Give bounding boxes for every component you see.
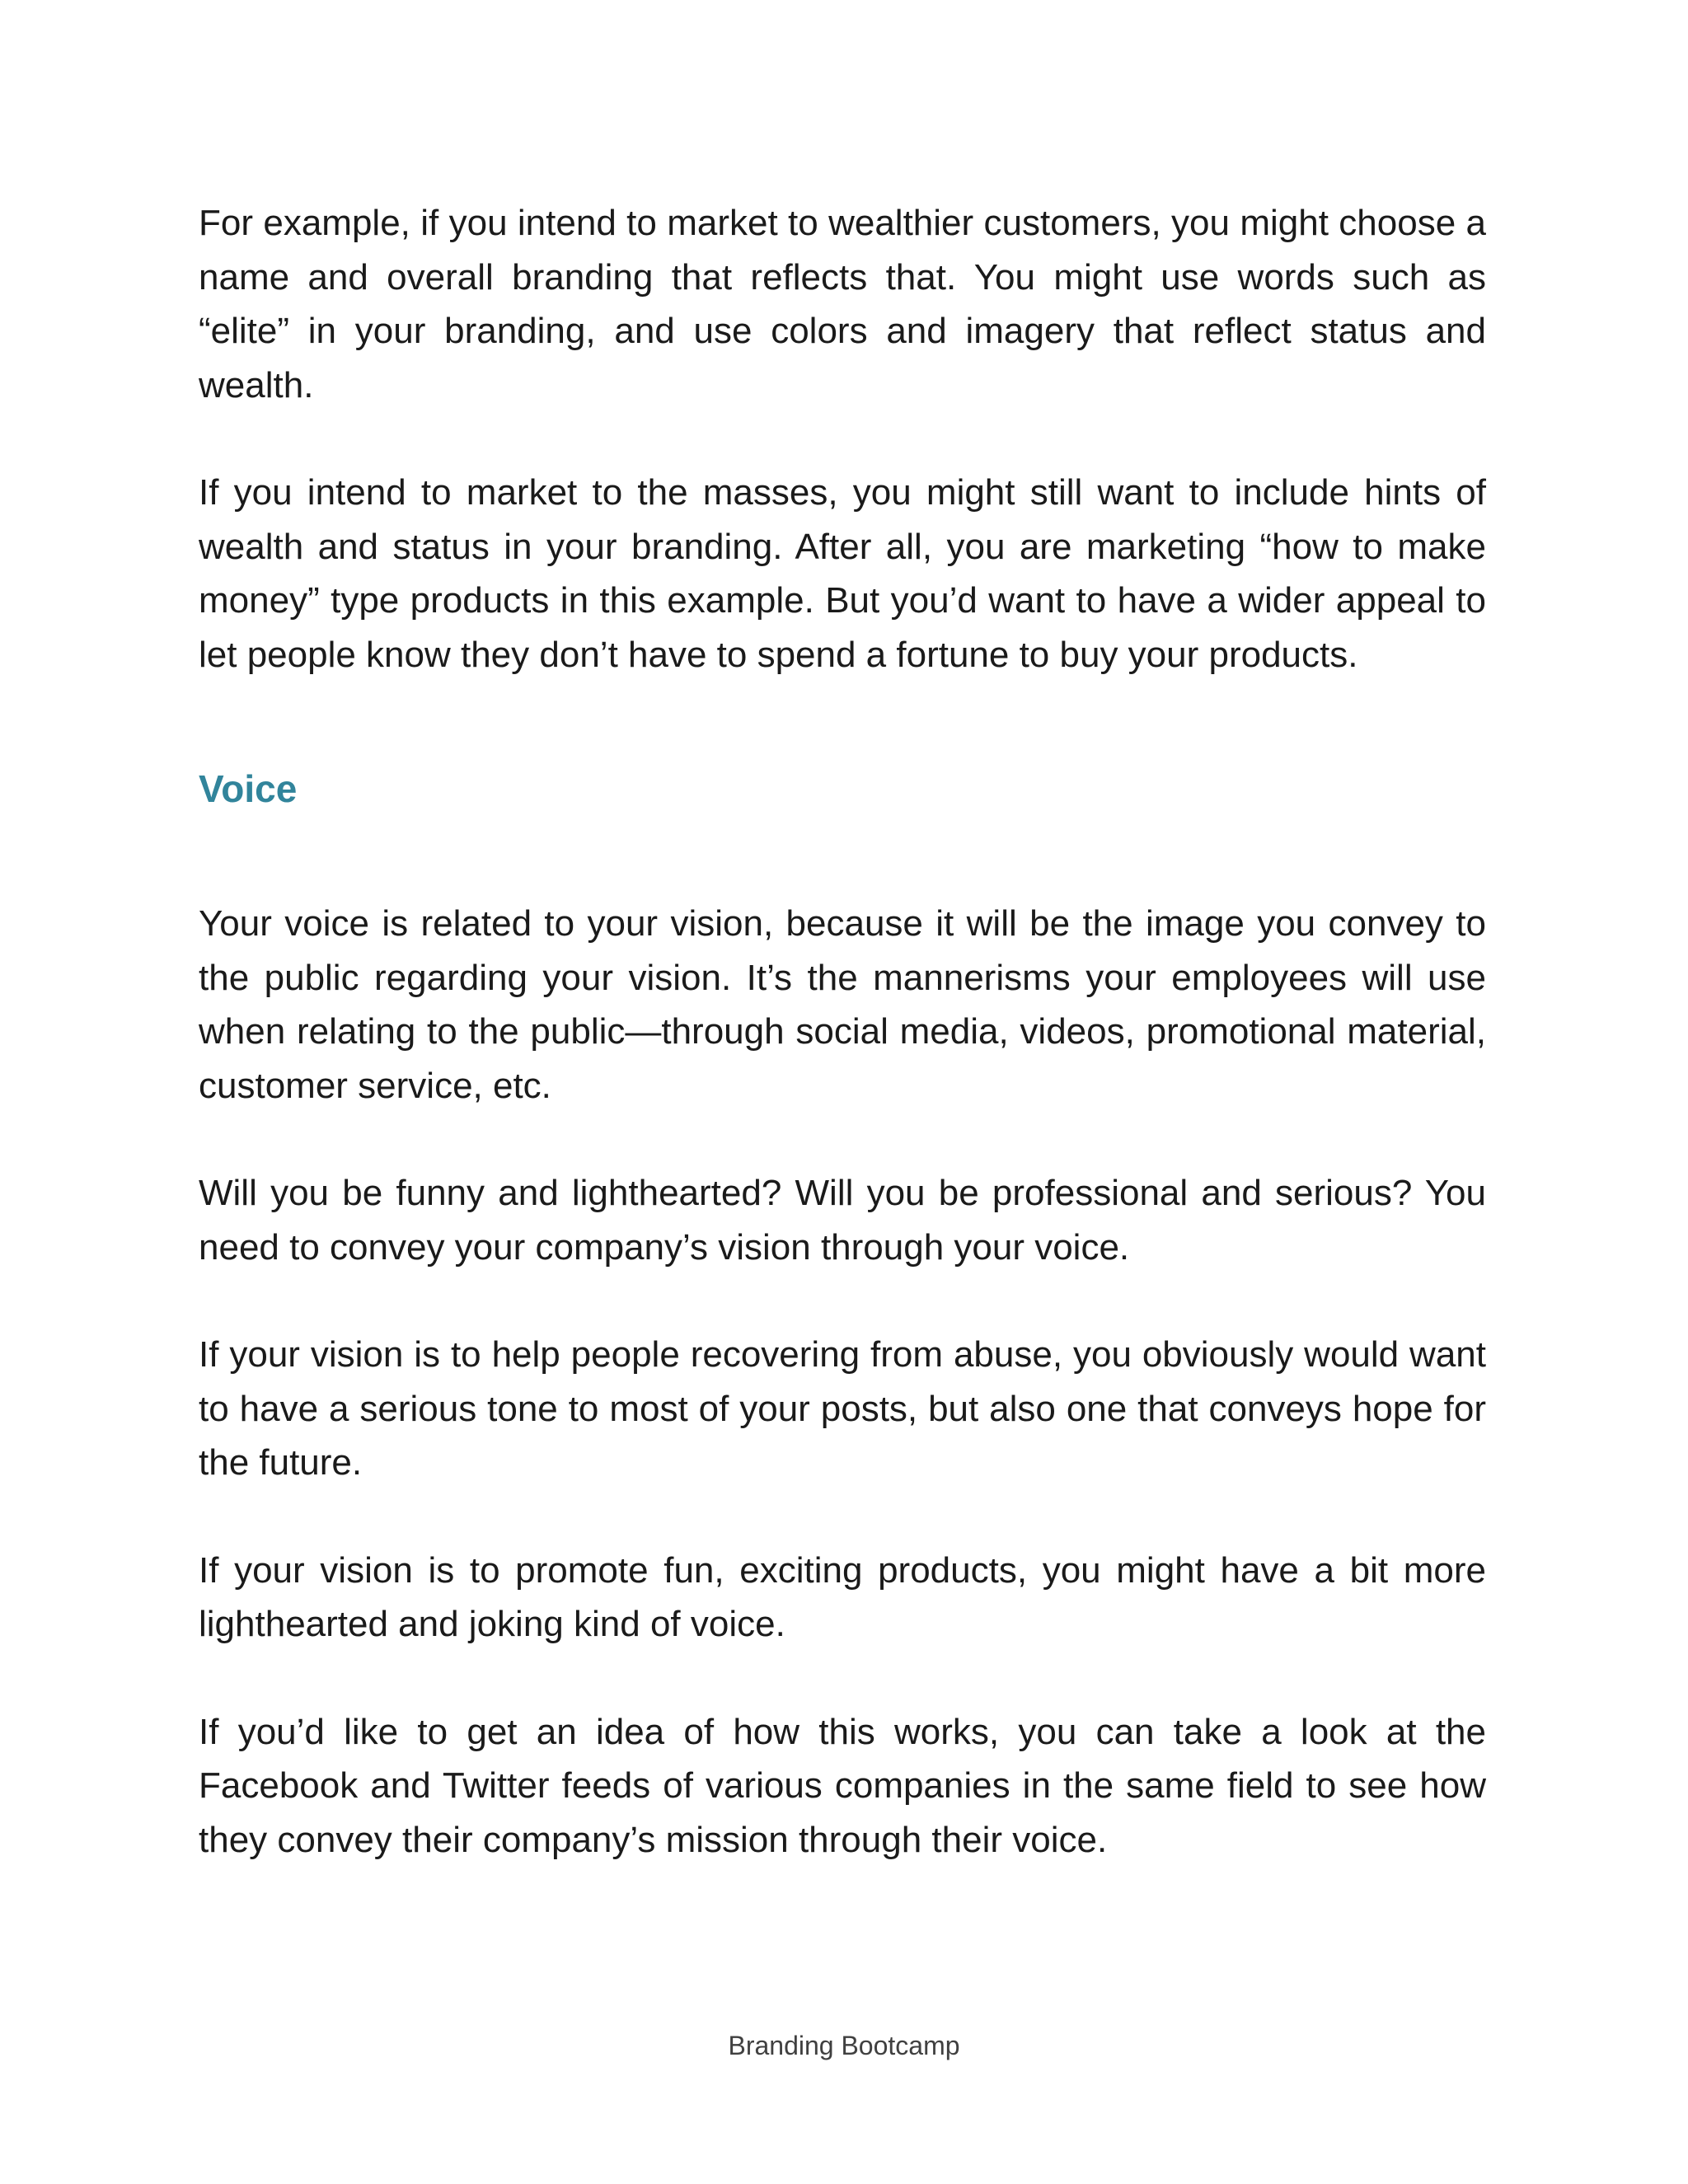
section-spacer — [199, 682, 1486, 762]
section-heading-voice: Voice — [199, 767, 298, 810]
document-body — [199, 196, 1486, 1867]
paragraph-voice-research-tip: If you’d like to get an idea of how this works, you can take a look at the Facebook and Twitter feeds of various companies in the same field to see how they convey their company’s mission through their voice. — [199, 1711, 1486, 1860]
paragraph-voice-tone-questions: Will you be funny and lighthearted? Will you be professional and serious? You need to convey your company’s vision through your voice. — [199, 1173, 1486, 1268]
paragraph-spacer — [199, 412, 1486, 466]
paragraph-voice-vision: Your voice is related to your vision, because it will be the image you convey to the public regarding your vision. It’s the mannerisms your employees will use when relating to the public—through social media, videos, promotional material, customer service, etc. — [199, 903, 1486, 1106]
paragraph-voice-serious-example: If your vision is to help people recovering from abuse, you obviously would want to have a serious tone to most of your posts, but also one that conveys hope for the future. — [199, 1334, 1486, 1483]
paragraph-spacer — [199, 1274, 1486, 1328]
paragraph-masses: If you intend to market to the masses, you might still want to include hints of wealth and status in your branding. After all, you are marketing “how to make money” type products in this example. But you’d want to have a wider appeal to let people know they don’t have to spend a fortune to buy your products. — [199, 472, 1486, 675]
paragraph-spacer — [199, 1490, 1486, 1544]
page-footer: Branding Bootcamp — [728, 2031, 960, 2060]
paragraph-wealthier-customers: For example, if you intend to market to wealthier customers, you might choose a name and overall branding that reflects that. You might use words such as “elite” in your branding, and use colors and imagery that reflect status and wealth. — [199, 203, 1486, 405]
paragraph-spacer — [199, 1113, 1486, 1166]
paragraph-spacer — [199, 1652, 1486, 1705]
heading-spacer — [199, 816, 1486, 897]
paragraph-voice-fun-example: If your vision is to promote fun, exciting products, you might have a bit more lighthearted and joking kind of voice. — [199, 1549, 1486, 1644]
